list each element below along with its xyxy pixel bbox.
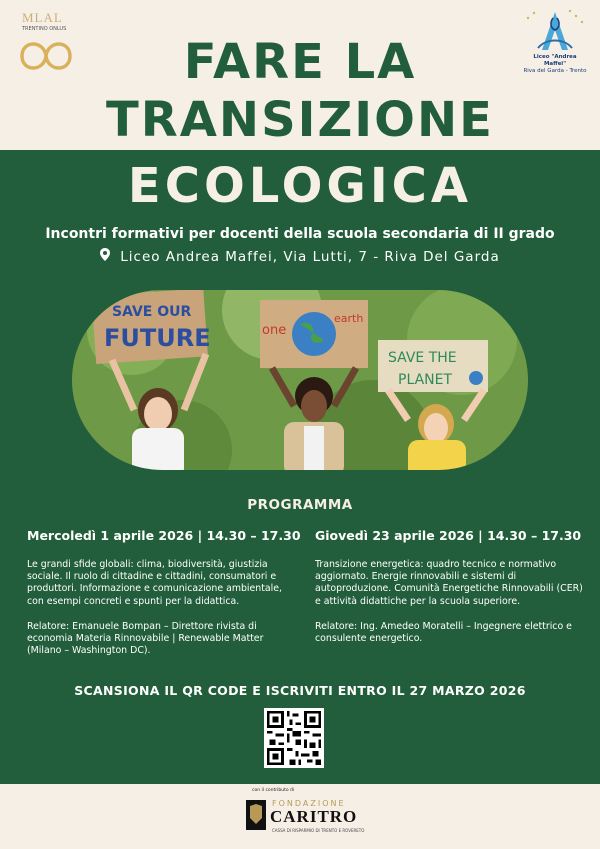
sponsor-caritro: CARITRO xyxy=(270,807,358,826)
location-pin-icon xyxy=(100,248,110,265)
photo-illustration xyxy=(72,290,528,470)
sponsor-cassa: CASSA DI RISPARMIO DI TRENTO E ROVERETO xyxy=(272,828,365,833)
sign3-line1: SAVE THE xyxy=(388,350,457,366)
event-location xyxy=(0,248,600,265)
register-cta: SCANSIONA IL QR CODE E ISCRIVITI ENTRO IL 27 MARZO 2026 xyxy=(74,683,526,698)
sign2-right: earth xyxy=(334,312,364,325)
session-1-date: Mercoledì 1 aprile 2026 | 14.30 – 17.30 xyxy=(27,528,301,543)
kids-protest-photo xyxy=(72,290,528,470)
liceo-logo-caption-1: Liceo "Andrea Maffei" xyxy=(533,54,577,67)
location-text: Liceo Andrea Maffei, Via Lutti, 7 - Riva Del Garda xyxy=(120,249,500,265)
sponsor-pre: con il contributo di xyxy=(252,788,295,793)
sign1-line1: SAVE OUR xyxy=(112,304,192,320)
title-line-1: FARE LA xyxy=(183,34,417,90)
mlal-logo-name: MLAL xyxy=(22,10,63,25)
qr-code-icon[interactable] xyxy=(264,708,324,768)
sign2-left: one xyxy=(262,323,287,338)
sign3-line2: PLANET xyxy=(398,372,453,388)
mlal-logo-sub: TRENTINO ONLUS xyxy=(22,26,67,32)
session-2-topics: Transizione energetica: quadro tecnico e normativo aggiornato. Energie rinnovabili e sistemi di autoproduzione. Comunità Energetiche Rinnovabili (CER) e attività didattiche per la scuola superiore. xyxy=(315,559,583,607)
title-line-2: TRANSIZIONE xyxy=(106,92,494,148)
session-2-speaker: Relatore: Ing. Amedeo Moratelli – Ingegnere elettrico e consulente energetico. xyxy=(315,620,572,645)
session-1-topics: Le grandi sfide globali: clima, biodiversità, giustizia sociale. Il ruolo di cittadine e cittadini, consumatori e produttori. Informazione e comunicazione ambientale, con esempi concreti e spunti per la didattica. xyxy=(27,559,283,607)
session-1-speaker: Relatore: Emanuele Bompan – Direttore rivista di economia Materia Rinnovabile | Renewable Matter (Milano – Washington DC). xyxy=(27,620,264,657)
title-line-3: ECOLOGICA xyxy=(127,158,473,214)
sign1-line2: FUTURE xyxy=(104,324,211,352)
sponsor-fondazione: FONDAZIONE xyxy=(272,799,346,808)
fondazione-caritro-logo xyxy=(240,788,365,840)
caritro-emblem-icon xyxy=(244,798,268,832)
programma-heading: PROGRAMMA xyxy=(247,497,353,513)
session-2 xyxy=(315,528,585,658)
session-1 xyxy=(27,528,301,670)
liceo-logo-caption-2: Riva del Garda - Trento xyxy=(523,68,587,74)
session-2-date: Giovedì 23 aprile 2026 | 14.30 – 17.30 xyxy=(315,528,582,543)
event-subtitle: Incontri formativi per docenti della scuola secondaria di II grado xyxy=(45,226,555,242)
